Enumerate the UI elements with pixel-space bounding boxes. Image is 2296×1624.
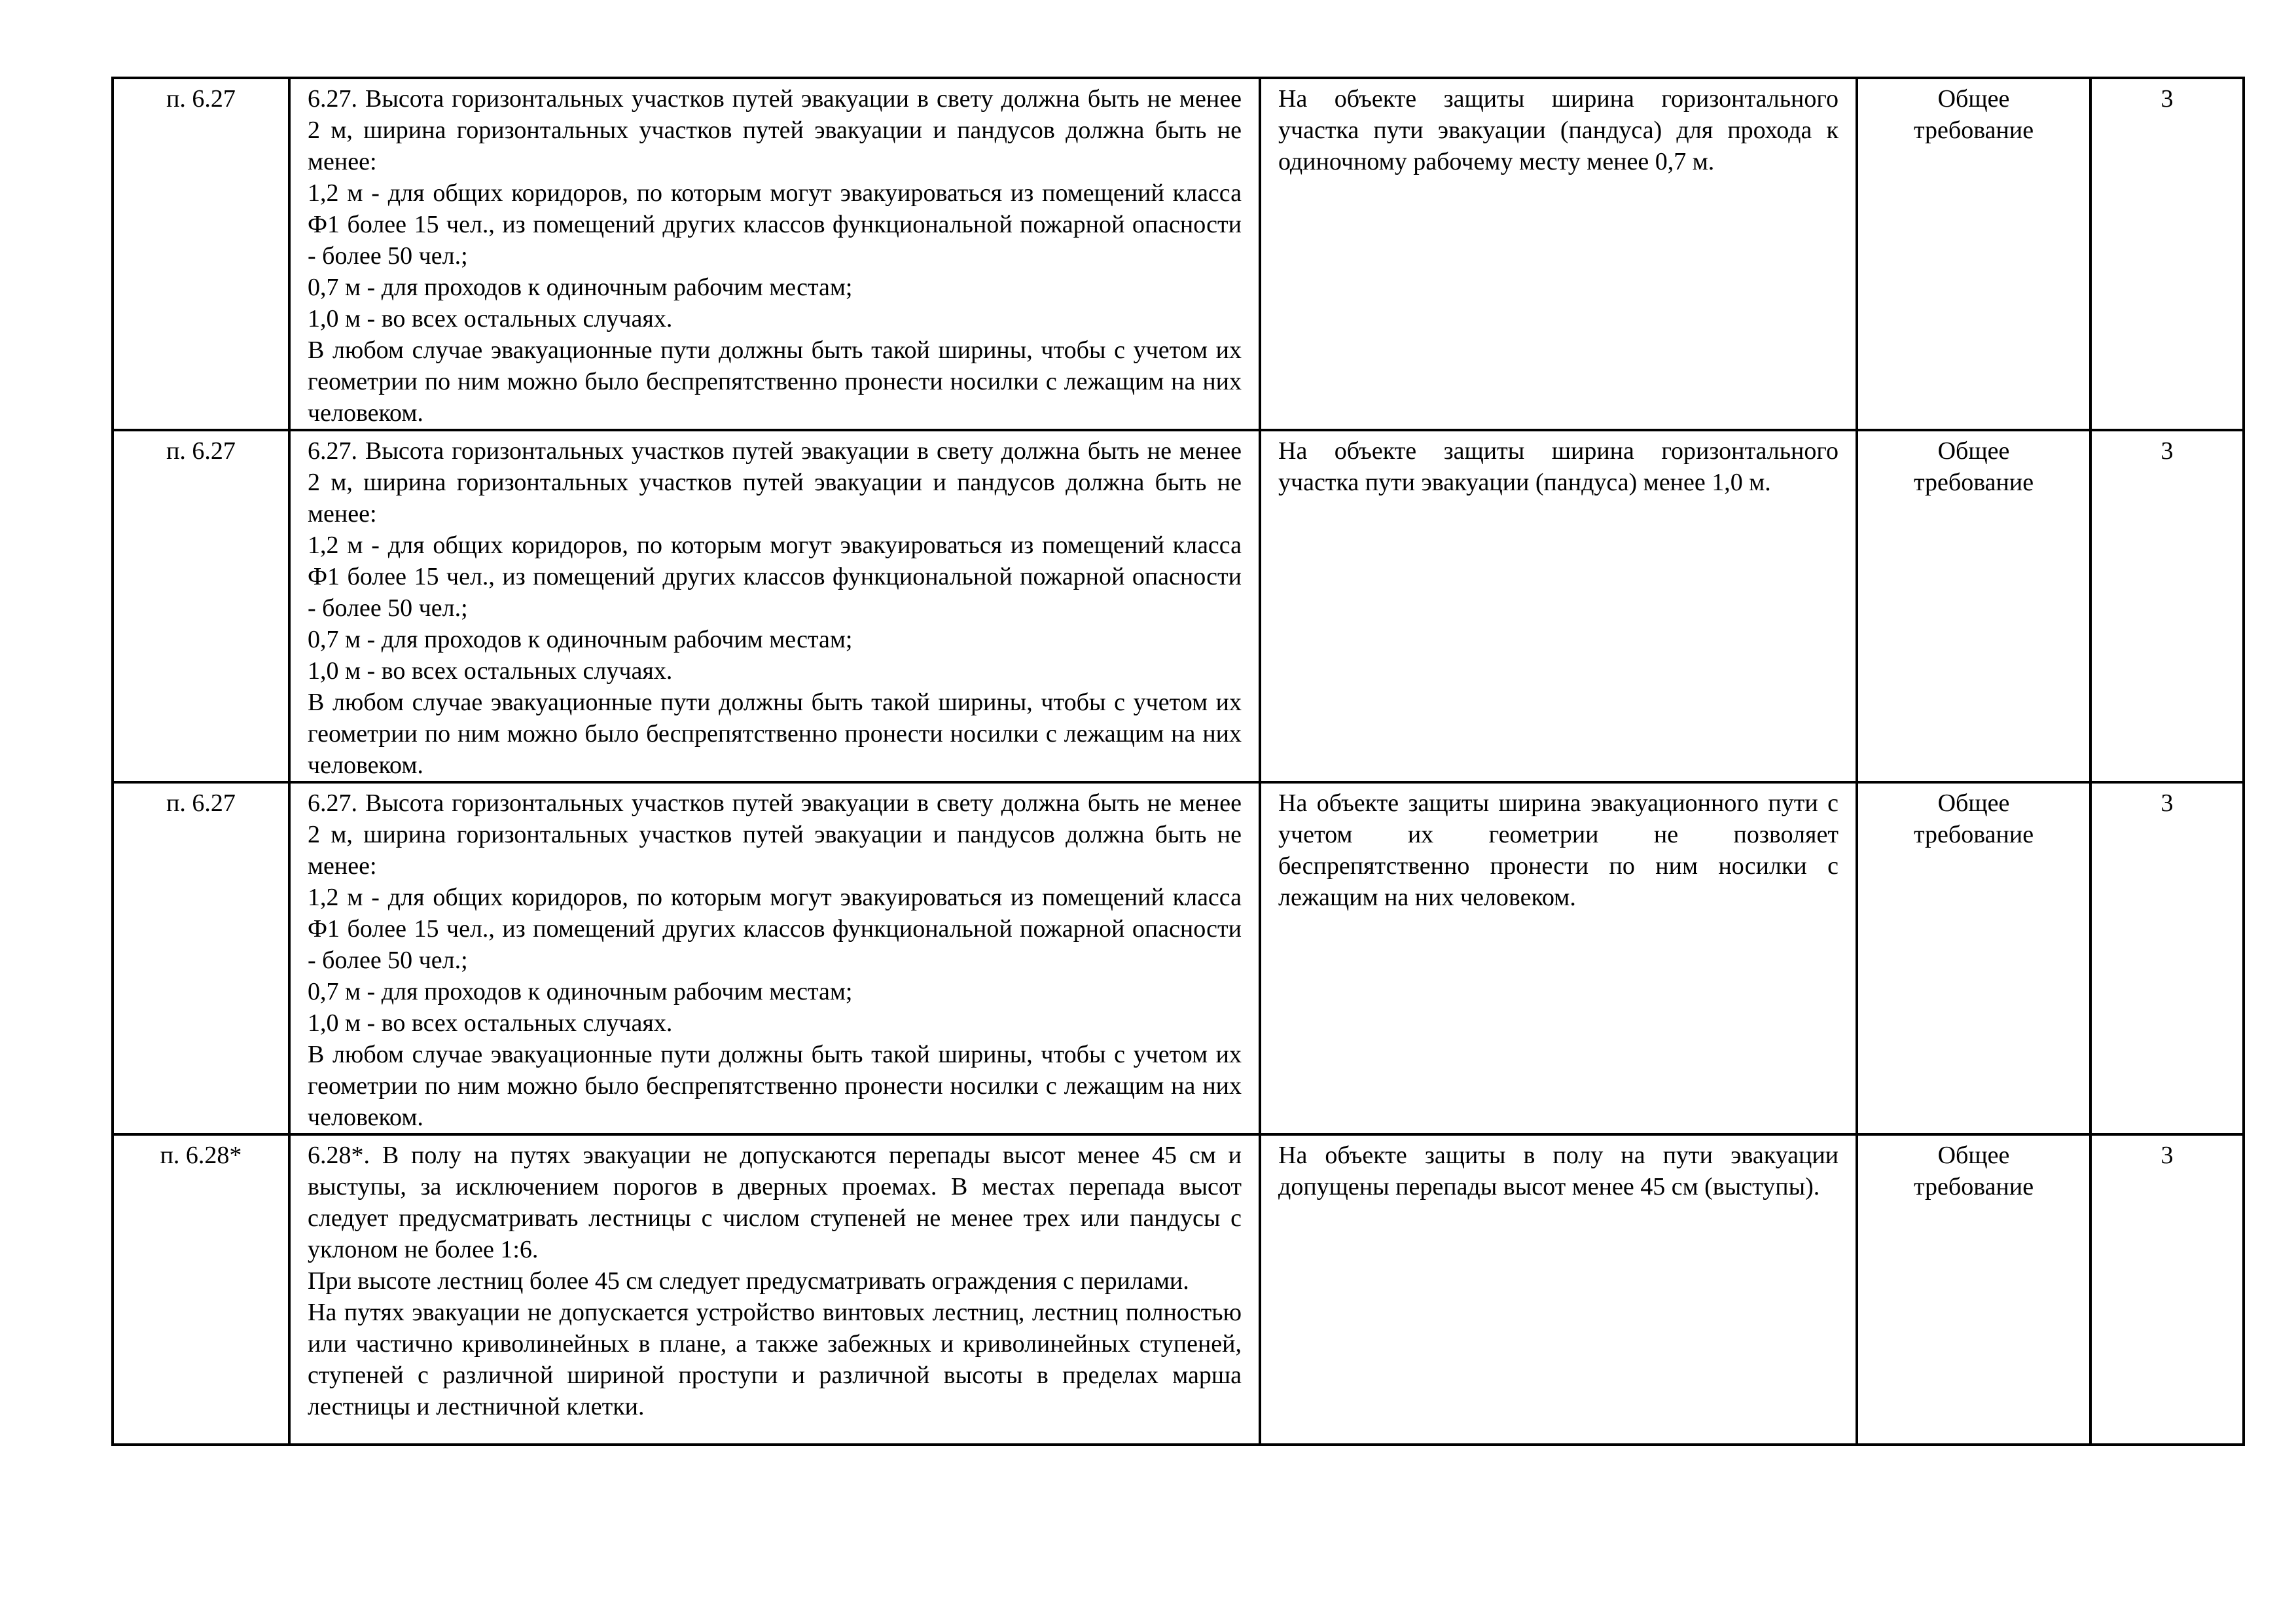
- clause-reference: п. 6.28*: [113, 1134, 289, 1445]
- category-number: 3: [2090, 430, 2244, 782]
- violation-text: На объекте защиты в полу на пути эвакуации допущены перепады высот менее 45 см (выступы).: [1278, 1142, 1839, 1200]
- norm-paragraph: 0,7 м - для проходов к одиночным рабочим местам;: [308, 274, 853, 301]
- norm-paragraph: 1,0 м - во всех остальных случаях.: [308, 1009, 673, 1037]
- norm-paragraph: При высоте лестниц более 45 см следует предусматривать ограждения с перилами.: [308, 1267, 1189, 1295]
- violation-description: [1260, 430, 1857, 782]
- violation-description: [1260, 78, 1857, 430]
- norm-paragraph: В любом случае эвакуационные пути должны быть такой ширины, чтобы с учетом их геометрии по ним можно было беспрепятственно пронести носилки с лежащим на них человеком.: [308, 336, 1242, 427]
- violation-text: На объекте защиты ширина эвакуационного пути с учетом их геометрии не позволяет беспрепятственно пронести по ним носилки с лежащим на них человеком.: [1278, 789, 1839, 911]
- norm-paragraph: 0,7 м - для проходов к одиночным рабочим местам;: [308, 978, 853, 1005]
- norm-text-cell: [289, 782, 1260, 1134]
- norm-paragraph: 6.27. Высота горизонтальных участков путей эвакуации в свету должна быть не менее 2 м, ширина горизонтальных участков путей эвакуации и пандусов должна быть не менее:: [308, 85, 1242, 175]
- clause-reference: п. 6.27: [113, 430, 289, 782]
- clause-reference: п. 6.27: [113, 78, 289, 430]
- norm-paragraph: 1,2 м - для общих коридоров, по которым могут эвакуироваться из помещений класса Ф1 более 15 чел., из помещений других классов функциональной пожарной опасности - более 50 чел.;: [308, 884, 1242, 974]
- category-number: 3: [2090, 782, 2244, 1134]
- norm-paragraph: На путях эвакуации не допускается устройство винтовых лестниц, лестниц полностью или частично криволинейных в плане, а также забежных и криволинейных ступеней, ступеней с различной шириной проступи и различной высоты в пределах марша лестницы и лестничной клетки.: [308, 1299, 1242, 1420]
- requirement-type: Общее требование: [1857, 430, 2090, 782]
- norm-paragraph: 1,2 м - для общих коридоров, по которым могут эвакуироваться из помещений класса Ф1 более 15 чел., из помещений других классов функциональной пожарной опасности - более 50 чел.;: [308, 179, 1242, 270]
- norm-paragraph: 6.28*. В полу на путях эвакуации не допускаются перепады высот менее 45 см и выступы, за исключением порогов в дверных проемах. В местах перепада высот следует предусматривать лестницы с числом ступеней не менее трех или пандусы с уклоном не более 1:6.: [308, 1142, 1242, 1263]
- violation-description: [1260, 782, 1857, 1134]
- norm-paragraph: 1,0 м - во всех остальных случаях.: [308, 657, 673, 685]
- violation-text: На объекте защиты ширина горизонтального участка пути эвакуации (пандуса) менее 1,0 м.: [1278, 437, 1839, 496]
- norm-paragraph: 6.27. Высота горизонтальных участков путей эвакуации в свету должна быть не менее 2 м, ширина горизонтальных участков путей эвакуации и пандусов должна быть не менее:: [308, 789, 1242, 880]
- table-row: [113, 1134, 2244, 1445]
- norm-paragraph: 1,0 м - во всех остальных случаях.: [308, 305, 673, 333]
- table-row: [113, 782, 2244, 1134]
- norm-text-cell: [289, 430, 1260, 782]
- norm-paragraph: 6.27. Высота горизонтальных участков путей эвакуации в свету должна быть не менее 2 м, ширина горизонтальных участков путей эвакуации и пандусов должна быть не менее:: [308, 437, 1242, 528]
- requirement-type: Общее требование: [1857, 782, 2090, 1134]
- requirement-type: Общее требование: [1857, 1134, 2090, 1445]
- violation-description: [1260, 1134, 1857, 1445]
- table-row: [113, 78, 2244, 430]
- requirements-table: [111, 77, 2245, 1446]
- requirement-type: Общее требование: [1857, 78, 2090, 430]
- norm-text-cell: [289, 1134, 1260, 1445]
- category-number: 3: [2090, 78, 2244, 430]
- norm-paragraph: В любом случае эвакуационные пути должны быть такой ширины, чтобы с учетом их геометрии по ним можно было беспрепятственно пронести носилки с лежащим на них человеком.: [308, 1041, 1242, 1131]
- violation-text: На объекте защиты ширина горизонтального участка пути эвакуации (пандуса) для прохода к одиночному рабочему месту менее 0,7 м.: [1278, 85, 1839, 175]
- norm-text-cell: [289, 78, 1260, 430]
- clause-reference: п. 6.27: [113, 782, 289, 1134]
- norm-paragraph: В любом случае эвакуационные пути должны быть такой ширины, чтобы с учетом их геометрии по ним можно было беспрепятственно пронести носилки с лежащим на них человеком.: [308, 689, 1242, 779]
- category-number: 3: [2090, 1134, 2244, 1445]
- norm-paragraph: 0,7 м - для проходов к одиночным рабочим местам;: [308, 626, 853, 653]
- document-page: [111, 77, 2242, 1446]
- table-row: [113, 430, 2244, 782]
- norm-paragraph: 1,2 м - для общих коридоров, по которым могут эвакуироваться из помещений класса Ф1 более 15 чел., из помещений других классов функциональной пожарной опасности - более 50 чел.;: [308, 532, 1242, 622]
